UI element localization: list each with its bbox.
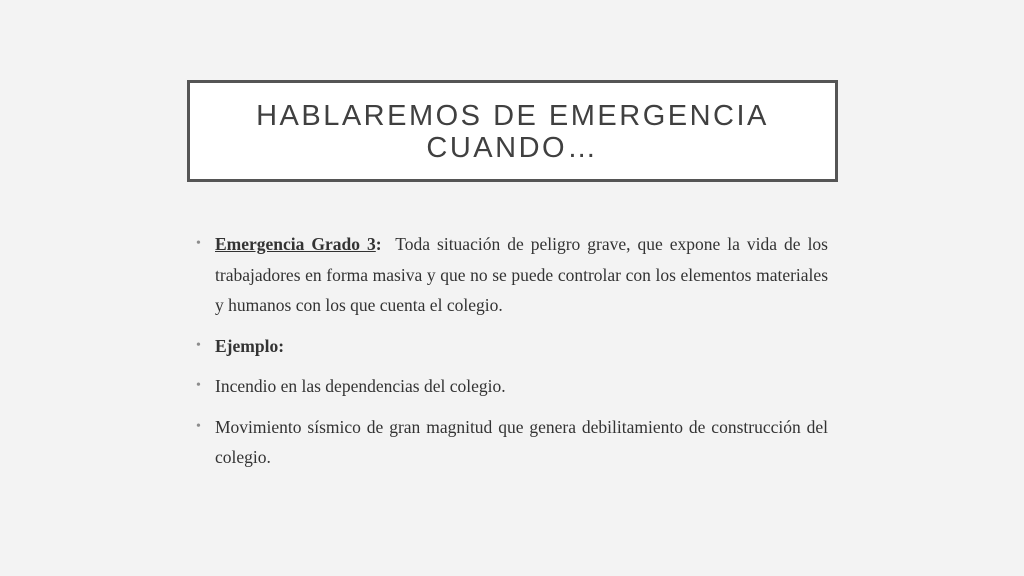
bullet-text: Movimiento sísmico de gran magnitud que genera debilitamiento de construcción del colegio. [215,416,828,467]
slide-title-line-2: CUANDO… [426,132,599,164]
bullet-list [196,229,833,483]
bullet-dot-icon: • [196,337,201,353]
bullet-text: Toda situación de peligro grave, que expone la vida de los trabajadores en forma masiva y que no se puede controlar con los elementos materiales y humanos con los que cuenta el colegio. [215,234,833,315]
slide-title-line-1: HABLAREMOS DE EMERGENCIA [256,100,769,132]
slide-title [256,98,769,164]
title-box [187,80,838,182]
bullet-item-movimiento [196,412,828,473]
bullet-item-incendio [196,371,828,402]
bullet-term-separator: : [375,234,382,254]
bullet-text: Incendio en las dependencias del colegio. [215,376,506,396]
bullet-item-grado-3 [196,229,833,321]
bullet-dot-icon: • [196,236,201,251]
bullet-dot-icon: • [196,378,201,393]
bullet-text: Ejemplo: [215,335,285,356]
bullet-dot-icon: • [196,418,201,434]
bullet-term: Emergencia Grado 3 [215,234,376,254]
bullet-item-ejemplo [196,331,828,362]
